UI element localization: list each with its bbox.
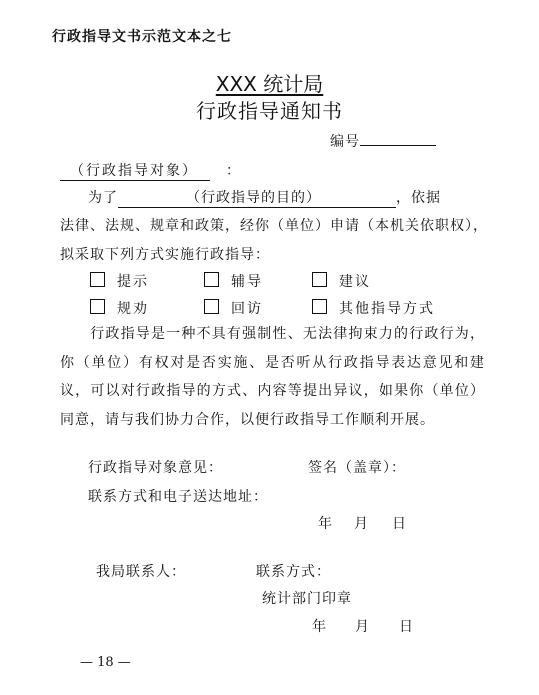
option-tutoring[interactable]: 辅导	[204, 271, 263, 291]
checkbox-icon[interactable]	[204, 299, 219, 314]
agency-title: XXX 统计局	[215, 72, 324, 96]
document-number-field	[330, 131, 436, 151]
option-suggestion[interactable]: 建议	[312, 271, 371, 291]
page-number: — 18 —	[80, 655, 131, 670]
checkbox-icon[interactable]	[312, 299, 327, 314]
document-number-label: 编号	[330, 134, 360, 150]
response-date-day: 日	[392, 516, 407, 532]
intro-line-1: 为了 （行政指导的目的） ，依据	[88, 187, 441, 208]
response-date-year: 年	[318, 516, 333, 532]
signature-label: 签名（盖章）：	[308, 460, 406, 476]
option-prompt[interactable]: 提示	[90, 271, 149, 291]
option-advice[interactable]: 规劝	[90, 298, 149, 318]
guidance-target-blank[interactable]: （行政指导对象）	[60, 160, 210, 181]
guidance-target-field	[60, 160, 241, 181]
guidance-target-colon: ：	[226, 163, 241, 179]
explanation-paragraph: 行政指导是一种不具有强制性、无法律拘束力的行政行为，你（单位）有权对是否实施、是否听从行政指导表达意见和建议，可以对行政指导的方式、内容等提出异议，如果你（单位）同意，请与我们协力合作，以便行政指导工作顺利开展。	[60, 326, 485, 428]
seal-date-day: 日	[399, 619, 414, 635]
intro-line-3: 拟采取下列方式实施行政指导：	[60, 247, 270, 263]
checkbox-icon[interactable]	[204, 272, 219, 287]
target-opinion-label: 行政指导对象意见：	[88, 460, 223, 476]
checkbox-icon[interactable]	[312, 272, 327, 287]
checkbox-icon[interactable]	[90, 299, 105, 314]
bureau-contact-method-label: 联系方式：	[256, 564, 331, 580]
document-series-caption: 行政指导文书示范文本之七	[52, 29, 232, 45]
seal-date-year: 年	[312, 619, 327, 635]
bureau-contact-person-label: 我局联系人：	[96, 564, 186, 580]
document-title: 行政指导通知书	[196, 99, 343, 123]
statistics-department-seal-label: 统计部门印章	[262, 591, 352, 607]
option-other[interactable]: 其他指导方式	[312, 298, 435, 318]
document-number-blank[interactable]	[360, 145, 436, 146]
contact-address-label: 联系方式和电子送达地址：	[88, 489, 268, 505]
response-date-month: 月	[354, 516, 369, 532]
option-revisit[interactable]: 回访	[204, 298, 263, 318]
guidance-purpose-blank[interactable]: （行政指导的目的）	[118, 187, 396, 208]
intro-line-2: 法律、法规、规章和政策，经你（单位）申请（本机关依职权），	[60, 218, 488, 234]
checkbox-icon[interactable]	[90, 272, 105, 287]
seal-date-month: 月	[355, 619, 370, 635]
